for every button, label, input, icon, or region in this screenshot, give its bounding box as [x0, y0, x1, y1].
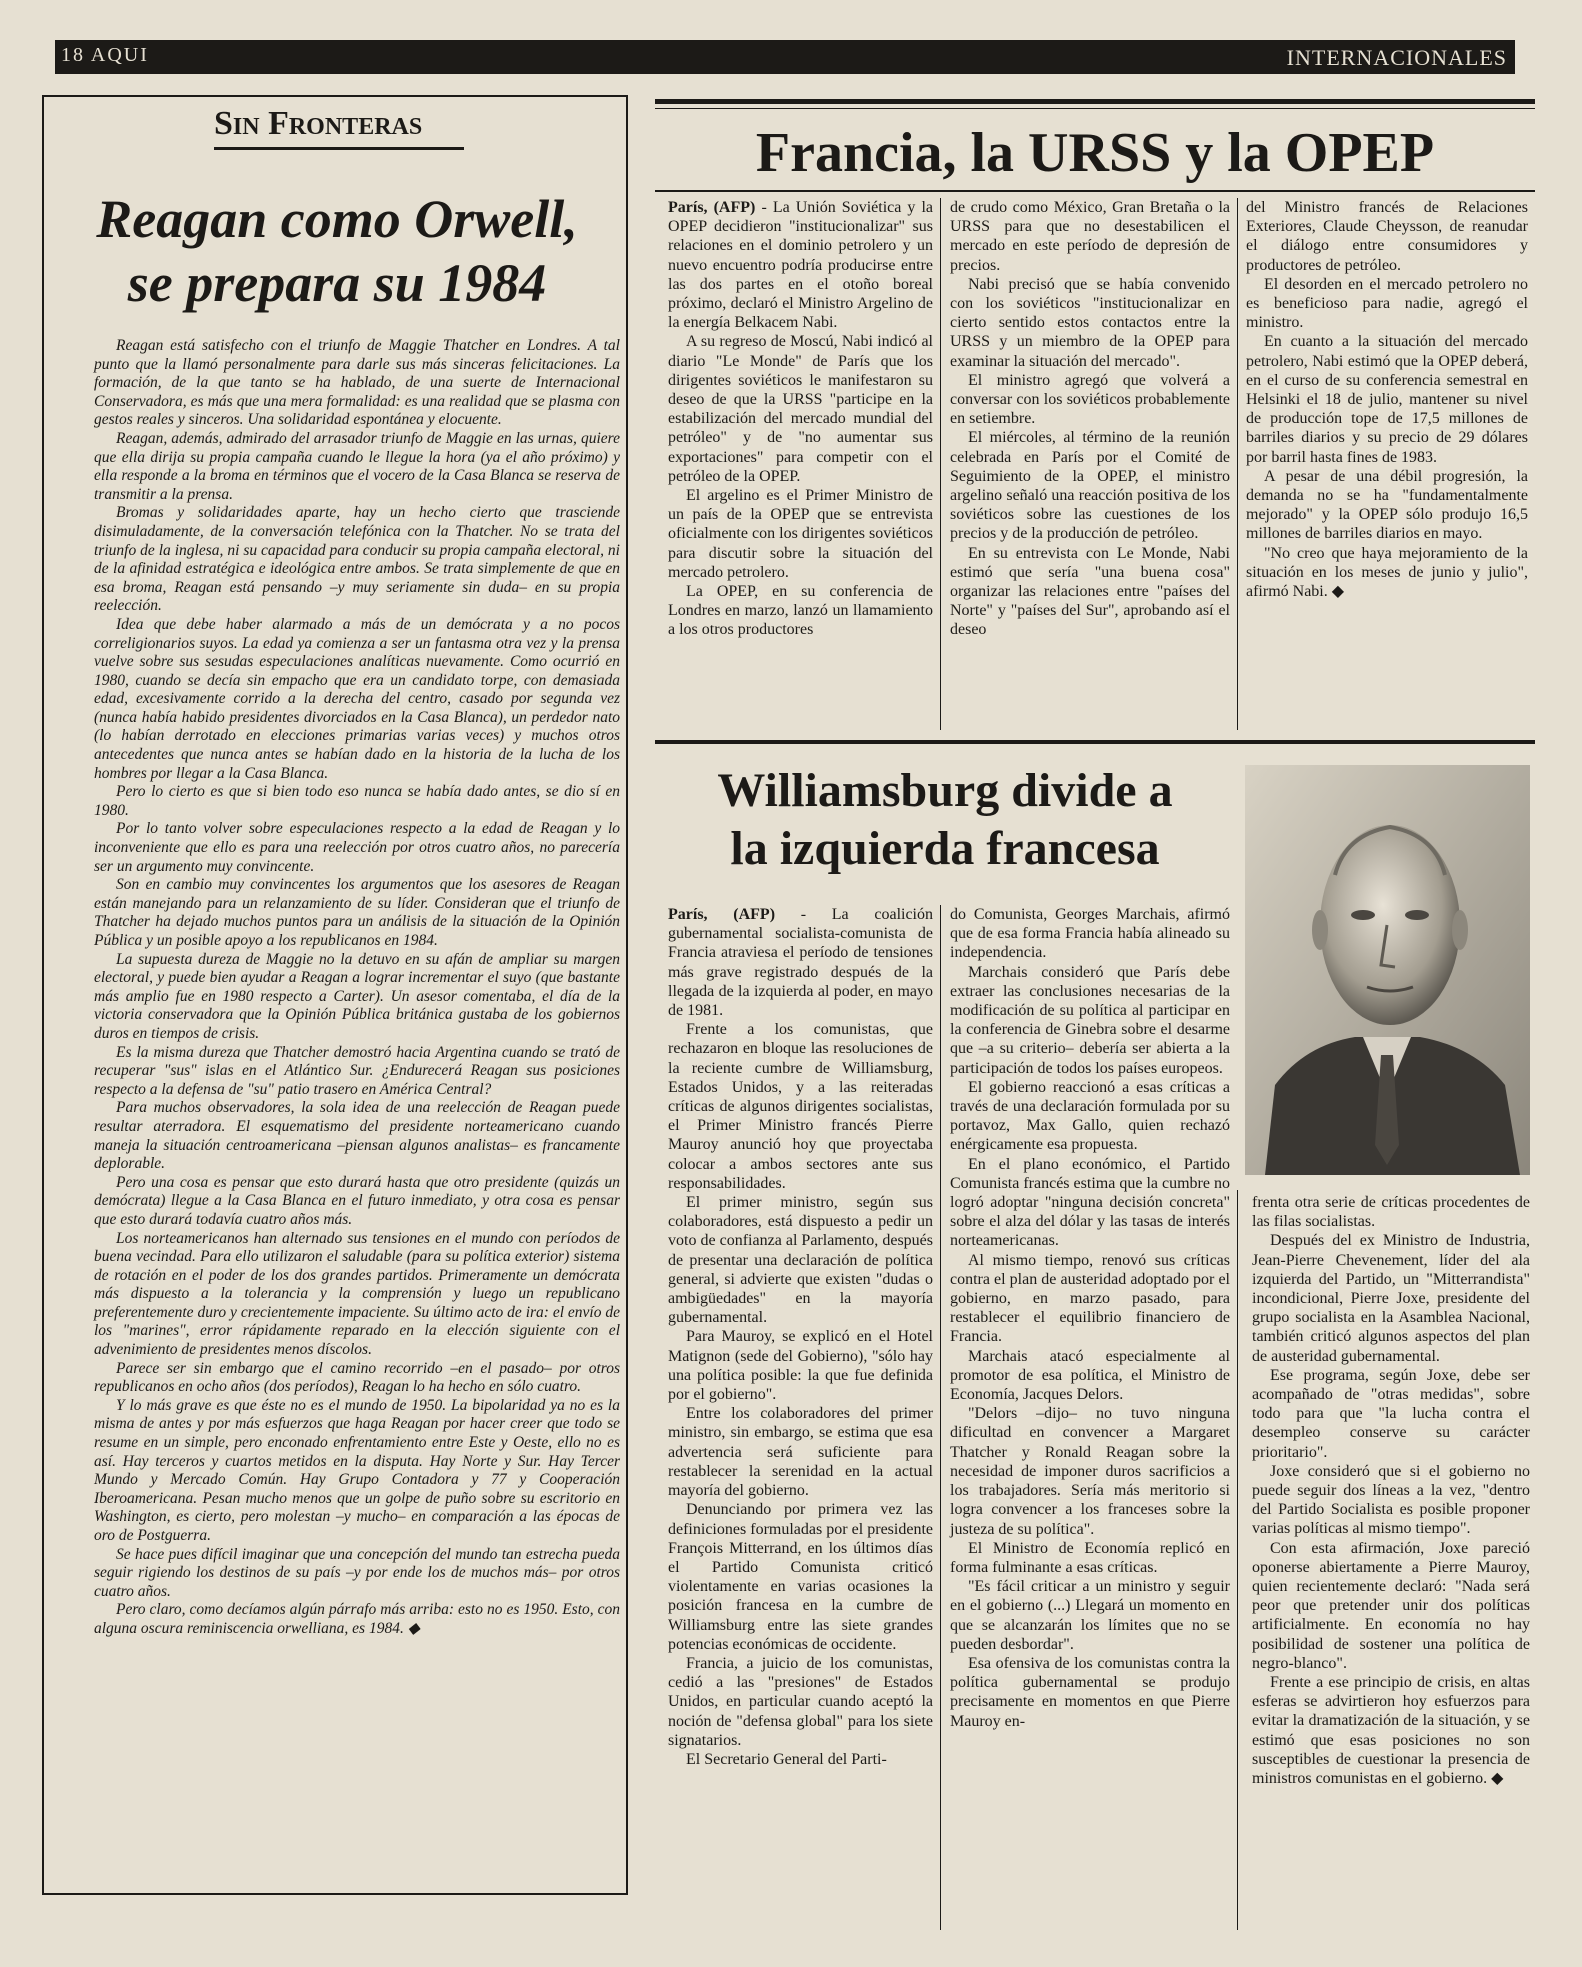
- opinion-headline: [64, 187, 610, 315]
- paragraph: Bromas y solidaridades aparte, hay un hecho cierto que trasciende disimuladamente, de la conversación telefónica con la Thatcher. No se trata del triunfo de la inglesa, ni su capacidad para conducir su propia campaña electoral, ni de la afinidad estratégica e ideológica entre ambos. Se trata simplemente de que en esa broma, Reagan está pensando –y muy seriamente sin duda– en su propia reelección.: [94, 504, 620, 615]
- column-tag: Sin Fronteras: [214, 105, 423, 142]
- paragraph: El desorden en el mercado petrolero no es beneficioso para nadie, agregó el ministro.: [1246, 275, 1528, 332]
- paragraph: de crudo como México, Gran Bretaña o la URSS para que no desestabilicen el mercado en este período de depresión de precios.: [950, 199, 1230, 274]
- column-tag-underline: [214, 147, 464, 150]
- paragraph: El Secretario General del Parti-: [686, 1750, 887, 1768]
- paragraph-text: - La Unión Soviética y la OPEP decidieron "institucionalizar" sus relaciones en el dominio petrolero y un nuevo encuentro podría producirse entre las dos partes en el otoño boreal próximo, declaró el Ministro Argelino de la energía Belkacem Nabi.: [668, 199, 934, 332]
- column-divider: [1237, 1190, 1238, 1930]
- opinion-headline-line: Reagan como Orwell,: [96, 189, 578, 249]
- paragraph: A su regreso de Moscú, Nabi indicó al diario "Le Monde" de París que los dirigentes soviéticos le manifestaron su deseo de que la URSS "participe en la estabilización del mercado mundial del petróleo" y de "no aumentar sus exportaciones" para competir con el petróleo de la OPEP.: [668, 333, 933, 485]
- paragraph: Ese programa, según Joxe, debe ser acompañado de "otras medidas", sobre todo para que "la lucha contra el desempleo conserve su carácter prioritario".: [1252, 1366, 1530, 1461]
- article2-top-rule: [655, 740, 1535, 744]
- paragraph: El miércoles, al término de la reunión celebrada en París por el Comité de Seguimiento de la OPEP, el ministro argelino señaló una reacción positiva de los soviéticos sobre las cuestiones de los precios y de la producción de petróleo.: [950, 429, 1230, 543]
- article1-headline: Francia, la URSS y la OPEP: [755, 122, 1435, 184]
- article1-column-2: [950, 198, 1230, 640]
- paragraph: Francia, a juicio de los comunistas, cedió a las "presiones" de Estados Unidos, en particular cuando aceptó la noción de "defensa global" para los siete signatarios.: [668, 1654, 933, 1749]
- paragraph: Se hace pues difícil imaginar que una concepción del mundo tan estrecha pueda seguir rigiendo los destinos de su país –y por ende los de muchos más– por otros cuatro años.: [94, 1545, 620, 1600]
- paragraph: [668, 905, 933, 1020]
- paragraph: La OPEP, en su conferencia de Londres en marzo, lanzó un llamamiento a los otros productores: [668, 583, 933, 639]
- top-rule: [655, 99, 1535, 104]
- column-divider: [1237, 198, 1238, 730]
- paragraph: Son en cambio muy convincentes los argumentos que los asesores de Reagan están manejando para un relanzamiento de su líder. Consideran que el triunfo de Thatcher ha dejado muchos puntos para un análisis de la situación de la Opinión Pública y un posible apoyo a los republicanos en 1984.: [94, 876, 620, 949]
- paragraph: "Es fácil criticar a un ministro y seguir en el gobierno (...) Llegará un momento en que se alcanzarán los límites que no se pueden desbordar".: [950, 1578, 1230, 1653]
- paragraph: Los norteamericanos han alternado sus tensiones en el mundo con períodos de buena vecindad. Para ello utilizaron el saludable (para su política exterior) sistema de rotación en el poder de los dos grandes partidos. Primeramente un demócrata más dispuesto a la tolerancia y la comprensión y luego un republicano preferentemente duro y crecientemente impaciente. Su último acto de ira: el envío de los "marines", error rápidamente reparado en la elección siguiente con el advenimiento de presidentes menos díscolos.: [94, 1229, 620, 1359]
- paragraph: Y lo más grave es que éste no es el mundo de 1950. La bipolaridad ya no es la misma de antes y por más esfuerzos que haga Reagan por hacer creer que todo se resume en un simple, pero enconado enfrentamiento entre Este y Oeste, ello no es así. Hay terceros y cuartos metidos en la disputa. Hay Norte y Sur. Hay Tercer Mundo y Mercado Común. Hay Grupo Contadora y 77 y Cooperación Iberoamericana. Pesan mucho menos que un golpe de puño sobre su escritorio en Washington, es cierto, pero molestan –y mucho– en comparación a las épocas de oro de Postguerra.: [94, 1396, 620, 1544]
- paragraph: "Delors –dijo– no tuvo ninguna dificultad en convencer a Margaret Thatcher y Ronald Reagan sobre la necesidad de imponer duros sacrificios a los trabajadores. Sería más meritorio si logra convencer a los franceses sobre la justeza de su política".: [950, 1405, 1230, 1538]
- paragraph: Es la misma dureza que Thatcher demostró hacia Argentina cuando se trató de recuperar "sus" islas en el Atlántico Sur. ¿Endurecerá Reagan sus posiciones respecto a la defensa de "su" patio trasero en América Central?: [94, 1043, 620, 1098]
- article2-column-3: [1252, 1193, 1530, 1788]
- paragraph: Entre los colaboradores del primer ministro, sin embargo, se estima que esa advertencia será suficiente para restablecer la serenidad en la actual mayoría del gobierno.: [668, 1405, 933, 1500]
- paragraph: Para muchos observadores, la sola idea de una reelección de Reagan puede resultar aterradora. El esquematismo del presidente norteamericano cuando maneja la situación centroamericana –piensan algunos analistas– es francamente deplorable.: [94, 1099, 620, 1173]
- dateline: París, (AFP): [668, 199, 756, 216]
- paragraph: Nabi precisó que se había convenido con los soviéticos "institucionalizar en cierto sentido estos contactos entre la URSS y un miembro de la OPEP para examinar la situación del mercado".: [950, 275, 1230, 370]
- paragraph: Reagan, además, admirado del arrasador triunfo de Maggie en las urnas, quiere que ella dirija su propia campaña cuando le llegue la hora (ya el año próximo) y ella responde a la broma en términos que el vocero de la Casa Blanca se reserva de transmitir a la prensa.: [94, 429, 620, 503]
- paragraph-text: - La coalición gubernamental socialista-comunista de Francia atraviesa el período de tensiones más grave registrado después de la llegada de la izquierda al poder, en mayo de 1981.: [668, 906, 933, 1020]
- paragraph: Frente a ese principio de crisis, en altas esferas se advirtieron hoy esfuerzos para evitar la dramatización de la situación, y se estimó que esas posiciones no son susceptibles de cuestionar la presencia de ministros comunistas en el gobierno. ◆: [1252, 1674, 1530, 1788]
- paragraph: El argelino es el Primer Ministro de un país de la OPEP que se entrevista oficialmente con los dirigentes soviéticos para discutir sobre la situación del mercado petrolero.: [668, 487, 933, 581]
- paragraph: En el plano económico, el Partido Comunista francés estima que la cumbre no logró adoptar "ninguna decisión concreta" sobre el alza del dólar y las tasas de interés norteamericanas.: [950, 1155, 1230, 1250]
- article2-column-1: [668, 905, 933, 1769]
- page-number-label: 18 AQUI: [61, 44, 149, 66]
- paragraph: do Comunista, Georges Marchais, afirmó que de esa forma Francia había alineado su independencia.: [950, 906, 1230, 962]
- section-label: INTERNACIONALES: [1286, 45, 1507, 70]
- article2-headline-line: la izquierda francesa: [730, 822, 1160, 875]
- paragraph: [668, 198, 933, 332]
- paragraph: Esa ofensiva de los comunistas contra la política gubernamental se produjo precisamente en momentos en que Pierre Mauroy en-: [950, 1654, 1230, 1730]
- paragraph: La supuesta dureza de Maggie no la detuvo en su afán de ampliar su margen electoral, y puede bien ayudar a Reagan a lograr incrementar el suyo (que bastante más amplio fue en 1980 respecto a Carter). Un asesor comentaba, el día de la victoria conservadora que la Opinión Pública británica gustaba de los gobiernos duros en tiempos de crisis.: [94, 950, 620, 1042]
- top-rule-thin: [655, 108, 1535, 109]
- opinion-column-box: [42, 95, 628, 1895]
- paragraph: A pesar de una débil progresión, la demanda no se ha "fundamentalmente mejorado" y la OPEP sólo produjo 16,5 millones de barriles diarios en mayo.: [1246, 467, 1528, 543]
- paragraph: Pero una cosa es pensar que esto durará hasta que otro presidente (quizás un demócrata) llegue a la Casa Blanca en el futuro inmediato, y otra cosa es pensar que esto durará todavía cuatro años más.: [94, 1173, 620, 1228]
- paragraph: Por lo tanto volver sobre especulaciones respecto a la edad de Reagan y lo inconveniente que ello es para una reelección por otros cuatro años, no parecería ser un argumento muy convincente.: [94, 820, 620, 875]
- paragraph: Marchais atacó especialmente al promotor de esa política, el Ministro de Economía, Jacques Delors.: [950, 1347, 1230, 1404]
- paragraph: Después del ex Ministro de Industria, Jean-Pierre Chevenement, líder del ala izquierda del Partido, un "Mitterrandista" incondicional, Pierre Joxe, presidente del grupo socialista en la Asamblea Nacional, también criticó algunos aspectos del plan de austeridad gubernamental.: [1252, 1232, 1530, 1365]
- article2-headline-line: Williamsburg divide a: [717, 764, 1173, 817]
- paragraph: Reagan está satisfecho con el triunfo de Maggie Thatcher en Londres. A tal punto que la llamó personalmente para darle sus más sinceras felicitaciones. La formación, de la que tanto se ha hablado, de una suerte de Internacional Conservadora, es más que una mera formalidad: es una realidad que se plasma con gestos reales y sinceros. Una solidaridad espontánea y elocuente.: [94, 337, 620, 429]
- paragraph: Joxe consideró que si el gobierno no puede seguir dos líneas a la vez, "dentro del Partido Socialista es posible proponer varias políticas al mismo tiempo".: [1252, 1462, 1530, 1538]
- paragraph: Marchais consideró que París debe extraer las conclusiones necesarias de la modificación de su política al participar en la conferencia de Ginebra sobre el desarme que –a su criterio– debería ser abierta a la participación de todos los países europeos.: [950, 963, 1230, 1077]
- portrait-illustration: [1245, 765, 1530, 1175]
- paragraph: Denunciando por primera vez las definiciones formuladas por el presidente François Mitterrand, en los últimos días el Partido Comunista criticó violentamente en varias ocasiones la posición francesa en la cumbre de Williamsburg entre las siete grandes potencias económicas de occidente.: [668, 1501, 933, 1653]
- paragraph: Al mismo tiempo, renovó sus críticas contra el plan de austeridad adoptado por el gobierno, en marzo pasado, para restablecer el equilibrio financiero de Francia.: [950, 1251, 1230, 1346]
- paragraph: Para Mauroy, se explicó en el Hotel Matignon (sede del Gobierno), "sólo hay una política posible: la que fue definida por el gobierno".: [668, 1328, 933, 1404]
- article2-column-2: [950, 905, 1230, 1731]
- portrait-photo: [1245, 765, 1530, 1175]
- paragraph: Parece ser sin embargo que el camino recorrido –en el pasado– por otros republicanos en ocho años (dos períodos), Reagan lo ha hecho en sólo cuatro.: [94, 1359, 620, 1396]
- paragraph: del Ministro francés de Relaciones Exteriores, Claude Cheysson, de reanudar el diálogo entre consumidores y productores de petróleo.: [1246, 199, 1528, 274]
- paragraph: frenta otra serie de críticas procedentes de las filas socialistas.: [1252, 1194, 1530, 1231]
- dateline: París, (AFP): [668, 906, 776, 923]
- article2-headline: [660, 762, 1230, 878]
- opinion-body: [94, 337, 620, 1639]
- opinion-headline-line: se prepara su 1984: [127, 253, 547, 313]
- paragraph: "No creo que haya mejoramiento de la situación en los meses de junio y julio", afirmó Nabi. ◆: [1246, 544, 1528, 601]
- paragraph: El gobierno reaccionó a esas críticas a través de una declaración formulada por su portavoz, Max Gallo, quien rechazó enérgicamente esa propuesta.: [950, 1078, 1230, 1154]
- paragraph: El ministro agregó que volverá a conversar con los soviéticos probablemente en setiembre.: [950, 371, 1230, 428]
- paragraph: El primer ministro, según sus colaboradores, está dispuesto a pedir un voto de confianza al Parlamento, después de presentar una declaración de política general, si advierte que existen "dudas o ambigüedades" en la mayoría gubernamental.: [668, 1194, 933, 1327]
- article1-headline-rule: [655, 190, 1535, 192]
- page-header-bar: [55, 40, 1515, 74]
- article1-column-1: [668, 198, 933, 640]
- paragraph: El Ministro de Economía replicó en forma fulminante a esas críticas.: [950, 1539, 1230, 1576]
- article1-column-3: [1246, 198, 1528, 601]
- paragraph: Frente a los comunistas, que rechazaron en bloque las resoluciones de la reciente cumbre de Williamsburg, Estados Unidos, y a las reiteradas críticas de algunos dirigentes socialistas, el Primer Ministro francés Pierre Mauroy anunció hoy que proyectaba colocar a ambos sectores ante sus responsabilidades.: [668, 1021, 933, 1192]
- paragraph: Con esta afirmación, Joxe pareció oponerse abiertamente a Pierre Mauroy, quien recientemente declaró: "Nada será peor que pretender unir dos políticas artificialmente. En economía no hay posibilidad de sostener una política de negro-blanco".: [1252, 1539, 1530, 1672]
- paragraph: Pero claro, como decíamos algún párrafo más arriba: esto no es 1950. Esto, con alguna oscura reminiscencia orwelliana, es 1984. ◆: [94, 1601, 620, 1637]
- paragraph: Pero lo cierto es que si bien todo eso nunca se había dado antes, se dio sí en 1980.: [94, 783, 620, 819]
- column-divider: [940, 198, 941, 730]
- paragraph: En su entrevista con Le Monde, Nabi estimó que sería "una buena cosa" organizar las relaciones entre "países del Norte" y "países del Sur", aprobando así el deseo: [950, 544, 1230, 639]
- column-divider: [940, 905, 941, 1930]
- paragraph: Idea que debe haber alarmado a más de un demócrata y a no pocos correligionarios suyos. La edad ya comienza a ser un fantasma otra vez y la prensa vuelve sobre sus sesudas especulaciones analíticas nuevamente. Como ocurrió en 1980, cuando se decía sin empacho que era un candidato torpe, con demasiada edad, excesivamente corrido a la derecha del centro, casado por segunda vez (nunca había habido presidentes divorciados en la Casa Blanca), un perdedor nato (lo habían derrotado en elecciones primarias varias veces) y muchos otros antecedentes que nunca antes se habían dado en la historia de la lucha de los hombres por llegar a la Casa Blanca.: [94, 615, 620, 782]
- paragraph: En cuanto a la situación del mercado petrolero, Nabi estimó que la OPEP deberá, en el curso de su conferencia semestral en Helsinki el 18 de julio, mantener su nivel de producción tope de 17,5 millones de barriles diarios y su precio de 29 dólares por barril hasta fines de 1983.: [1246, 333, 1528, 466]
